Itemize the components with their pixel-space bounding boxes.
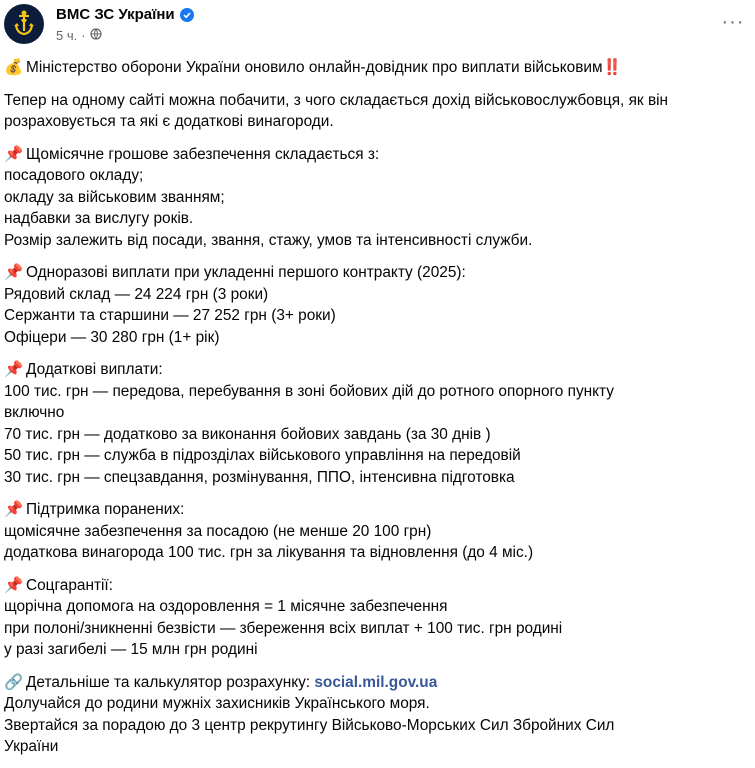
list-item: 100 тис. грн — передова, перебування в зоні бойових дій до ротного опорного пункту (4, 382, 614, 400)
pushpin-icon: 📌 (4, 576, 24, 594)
list-item: 70 тис. грн — додатково за виконання бойових завдань (за 30 днів ) (4, 425, 491, 443)
post-time[interactable]: 5 ч. (56, 28, 78, 43)
list-item: при полоні/зникненні безвісти — збереження всіх виплат + 100 тис. грн родині (4, 619, 563, 637)
list-item: щомісячне забезпечення за посадою (не менше 20 100 грн) (4, 522, 432, 540)
outro-line-3: України (4, 738, 59, 755)
section-title-additional: 📌 Додаткові виплати: (4, 359, 751, 381)
double-exclamation-icon: ‼️ (602, 59, 622, 76)
link-icon: 🔗 (4, 673, 24, 691)
more-options-button[interactable]: ··· (721, 10, 745, 33)
pushpin-icon: 📌 (4, 501, 24, 518)
page-name-row (56, 6, 194, 23)
list-item: Рядовий склад — 24 224 грн (3 роки) (4, 285, 269, 303)
outro-line-2: Звертайся за порадою до 3 центр рекрутингу Військово-Морських Сил Збройних Сил (4, 716, 615, 734)
post-meta (56, 28, 102, 43)
navy-emblem-icon[interactable] (4, 4, 44, 44)
section-title-contract: 📌 Одноразові виплати при укладенні першого контракту (2025): (4, 262, 751, 284)
headline: 💰 Міністерство оборони України оновило онлайн-довідник про виплати військовим‼️ (4, 57, 751, 79)
list-item: Сержанти та старшини — 27 252 грн (3+ роки) (4, 307, 336, 324)
list-item: включно (4, 404, 65, 421)
list-item: щорічна допомога на оздоровлення = 1 місячне забезпечення (4, 598, 448, 615)
list-item: 30 тис. грн — спецзавдання, розмінування, ППО, інтенсивна підготовка (4, 468, 515, 486)
verified-badge-icon (180, 8, 194, 22)
outro-line-1: Долучайся до родини мужніх захисників Українського моря. (4, 695, 430, 712)
details-line: 🔗 Детальніше та калькулятор розрахунку: social.mil.gov.ua (4, 672, 751, 694)
list-item: Розмір залежить від посади, звання, стажу, умов та інтенсивності служби. (4, 231, 533, 249)
list-item: окладу за військовим званням; (4, 188, 225, 206)
post-text (4, 57, 751, 758)
section-title-salary: 📌 Щомісячне грошове забезпечення складається з: (4, 144, 751, 166)
list-item: 50 тис. грн — служба в підрозділах військового управління на передовій (4, 447, 521, 464)
section-title-wounded: 📌 Підтримка поранених: (4, 499, 751, 521)
section-title-social: 📌 Соцгарантії: (4, 575, 751, 597)
list-item: у разі загибелі — 15 млн грн родині (4, 641, 258, 658)
list-item: надбавки за вислугу років. (4, 210, 194, 227)
pushpin-icon: 📌 (4, 145, 24, 163)
external-link[interactable]: social.mil.gov.ua (314, 673, 438, 691)
globe-icon[interactable] (90, 28, 102, 43)
meta-separator: · (81, 28, 86, 43)
list-item: Офіцери — 30 280 грн (1+ рік) (4, 328, 220, 346)
list-item: посадового окладу; (4, 167, 144, 184)
list-item: додаткова винагорода 100 тис. грн за лікування та відновлення (до 4 міс.) (4, 544, 534, 561)
pushpin-icon: 📌 (4, 361, 24, 378)
pushpin-icon: 📌 (4, 264, 24, 281)
post-header (4, 4, 751, 48)
money-bag-icon: 💰 (4, 59, 24, 76)
intro-line-1: Тепер на одному сайті можна побачити, з чого складається дохід військовослужбовця, як він (4, 91, 669, 109)
page-name[interactable]: ВМС ЗС України (56, 6, 175, 23)
intro-line-2: розраховується та які є додаткові винагороди. (4, 113, 334, 130)
